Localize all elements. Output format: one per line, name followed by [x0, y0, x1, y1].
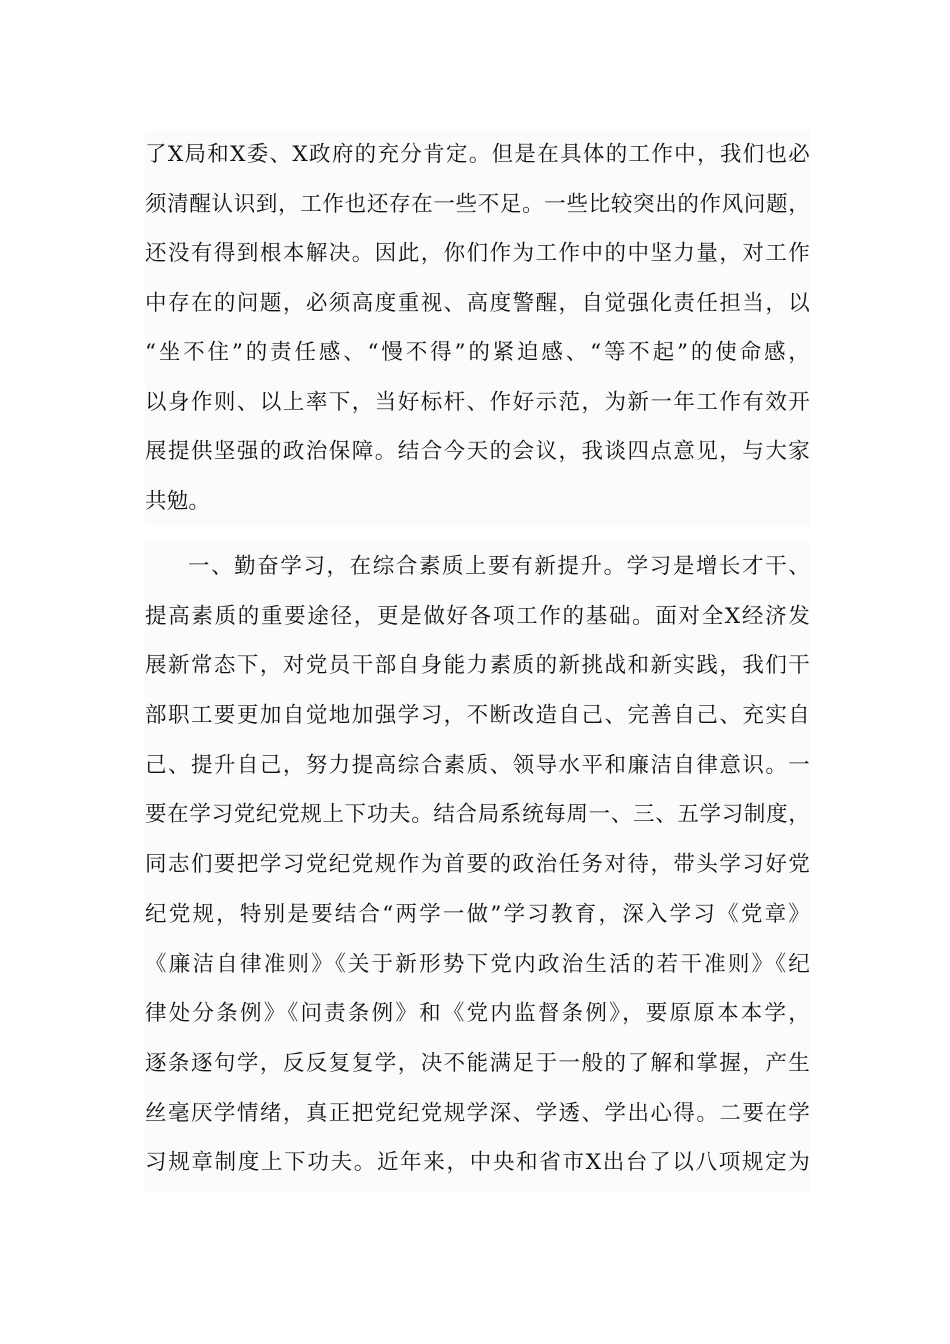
section-heading-line: 一、勤奋学习，在综合素质上要有新提升。学习是增长才干、 [188, 554, 810, 579]
text-line: 己、提升自己，努力提高综合素质、领导水平和廉洁自律意识。一 [145, 752, 810, 778]
text-line: 部职工要更加自觉地加强学习，不断改造自己、完善自己、充实自 [145, 703, 810, 729]
text-line: 要在学习党纪党规上下功夫。结合局系统每周一、三、五学习制度， [145, 802, 810, 828]
text-line: 中存在的问题，必须高度重视、高度警醒，自觉强化责任担当，以 [145, 290, 810, 316]
paragraph-1 [145, 130, 810, 526]
text-line: 须清醒认识到，工作也还存在一些不足。一些比较突出的作风问题， [145, 191, 810, 217]
text-line: 纪党规，特别是要结合“两学一做”学习教育，深入学习《党章》 [145, 901, 810, 927]
text-line: 律处分条例》《问责条例》和《党内监督条例》，要原原本本学， [145, 1001, 810, 1027]
text-line: 了X局和X委、X政府的充分肯定。但是在具体的工作中，我们也必 [145, 142, 810, 167]
text-line: 习规章制度上下功夫。近年来，中央和省市X出台了以八项规定为 [145, 1150, 810, 1176]
text-line: 提高素质的重要途径，更是做好各项工作的基础。面对全X经济发 [145, 603, 810, 629]
text-line: 以身作则、以上率下，当好标杆、作好示范，为新一年工作有效开 [145, 389, 810, 415]
text-line: 共勉。 [145, 488, 211, 514]
text-line: 同志们要把学习党纪党规作为首要的政治任务对待，带头学习好党 [145, 852, 810, 878]
text-line: 还没有得到根本解决。因此，你们作为工作中的中坚力量，对工作 [145, 241, 810, 266]
text-line: 《廉洁自律准则》《关于新形势下党内政治生活的若干准则》《纪 [145, 951, 810, 977]
paragraph-2 [145, 542, 810, 1192]
text-line: 展新常态下，对党员干部自身能力素质的新挑战和新实践，我们干 [145, 653, 810, 679]
text-line: 丝毫厌学情绪，真正把党纪党规学深、学透、学出心得。二要在学 [145, 1100, 810, 1126]
text-line: 逐条逐句学，反反复复学，决不能满足于一般的了解和掌握，产生 [145, 1050, 810, 1076]
text-line: “坐不住”的责任感、“慢不得”的紧迫感、“等不起”的使命感， [145, 340, 810, 365]
text-line: 展提供坚强的政治保障。结合今天的会议，我谈四点意见，与大家 [145, 439, 810, 464]
